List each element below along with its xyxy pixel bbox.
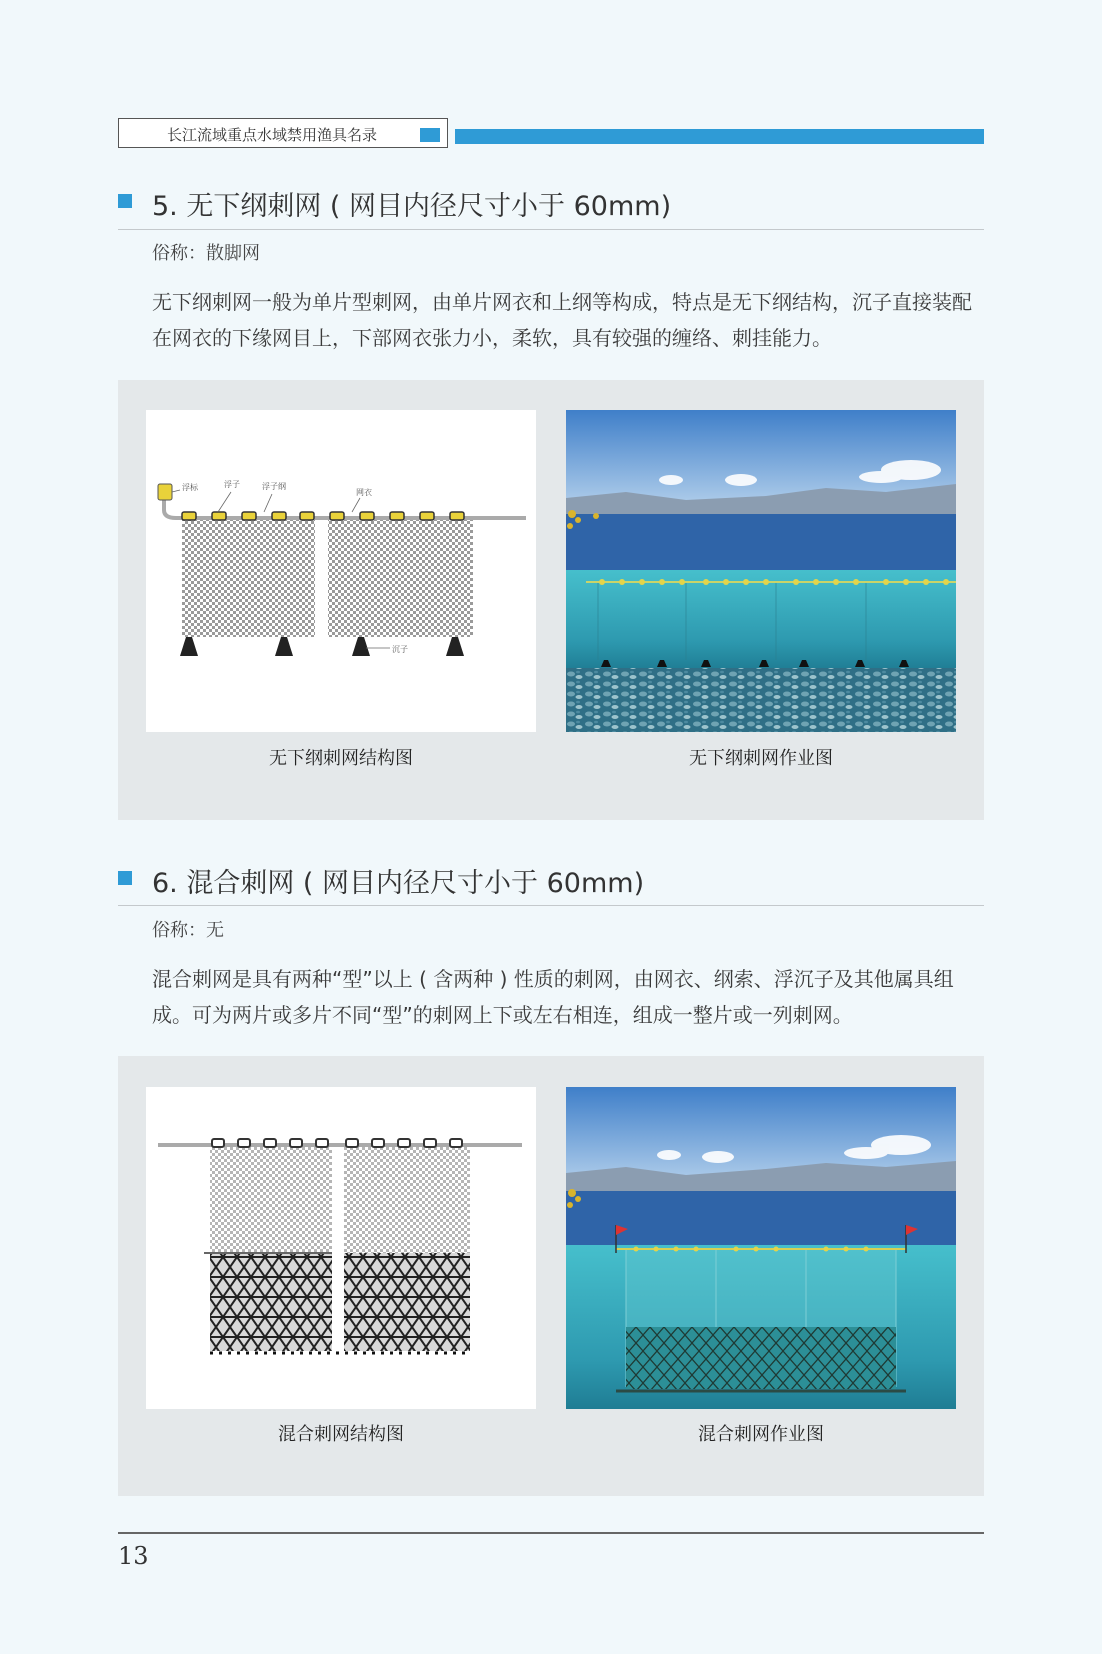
header-square-marker xyxy=(420,128,440,142)
section-rule xyxy=(118,229,984,230)
section-bullet xyxy=(118,194,132,208)
section-bullet xyxy=(118,871,132,885)
label-netting: 网衣 xyxy=(356,488,372,497)
structure-diagram xyxy=(146,1087,536,1409)
page-number: 13 xyxy=(118,1542,149,1570)
section-title: 5. 无下纲刺网 ( 网目内径尺寸小于 60mm) xyxy=(152,191,672,222)
figure-caption: 无下纲刺网结构图 xyxy=(269,748,413,769)
operation-scene xyxy=(566,410,956,732)
structure-diagram xyxy=(146,410,536,732)
figure-caption: 混合刺网结构图 xyxy=(278,1424,404,1445)
section-rule xyxy=(118,905,984,906)
figure-panel xyxy=(118,1056,984,1496)
figure-caption: 无下纲刺网作业图 xyxy=(689,748,833,769)
operation-scene xyxy=(566,1087,956,1409)
section-alias: 俗称：散脚网 xyxy=(152,243,260,264)
figure-caption: 混合刺网作业图 xyxy=(698,1424,824,1445)
running-header-title: 长江流域重点水域禁用渔具名录 xyxy=(167,126,378,144)
label-sinker: 沉子 xyxy=(392,645,408,654)
label-float: 浮子 xyxy=(224,480,240,489)
label-float-marker: 浮标 xyxy=(182,483,198,492)
label-float-line: 浮子纲 xyxy=(262,482,286,491)
footer-rule xyxy=(118,1532,984,1534)
section-description: 无下纲刺网一般为单片型刺网，由单片网衣和上纲等构成，特点是无下纲结构，沉子直接装配在网衣的下缘网目上，下部网衣张力小，柔软，具有较强的缠络、刺挂能力。 xyxy=(152,290,972,350)
section-description: 混合刺网是具有两种“型”以上 ( 含两种 ) 性质的刺网，由网衣、纲索、浮沉子及其他属具组成。可为两片或多片不同“型”的刺网上下或左右相连，组成一整片或一列刺网。 xyxy=(152,967,954,1027)
figure-panel xyxy=(118,380,984,820)
running-header xyxy=(118,118,448,148)
header-accent-bar xyxy=(455,129,984,144)
section-title: 6. 混合刺网 ( 网目内径尺寸小于 60mm) xyxy=(152,868,645,899)
section-alias: 俗称：无 xyxy=(152,920,224,941)
